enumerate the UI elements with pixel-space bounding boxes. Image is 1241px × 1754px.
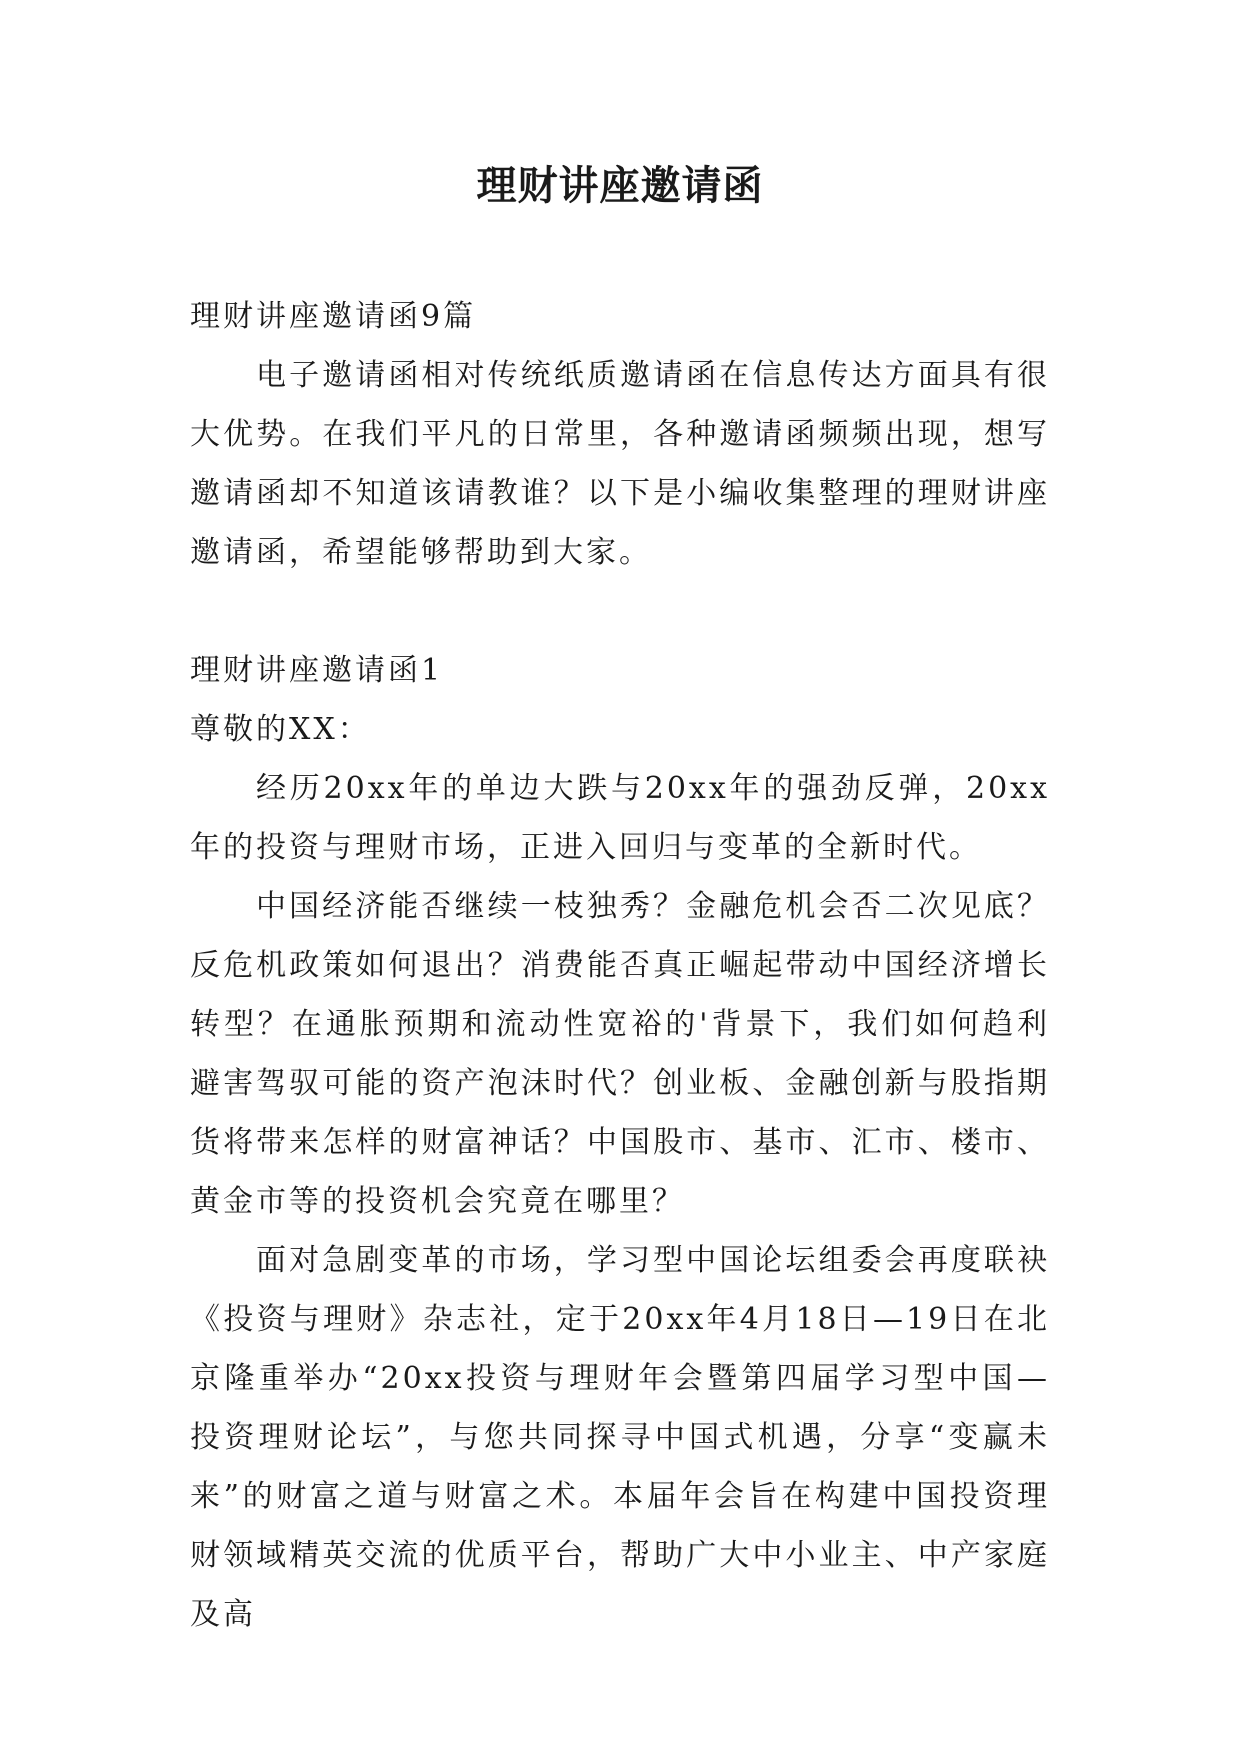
document-title: 理财讲座邀请函 <box>476 163 764 209</box>
body-paragraph: 经历20xx年的单边大跌与20xx年的强劲反弹，20xx年的投资与理财市场，正进入回归与变革的全新时代。 <box>190 771 1050 865</box>
spacer <box>190 582 1050 641</box>
document-page <box>190 150 1050 1644</box>
section-heading: 理财讲座邀请函1 <box>190 653 444 688</box>
body-paragraph: 中国经济能否继续一枝独秀？金融危机会否二次见底？反危机政策如何退出？消费能否真正崛起带动中国经济增长转型？在通胀预期和流动性宽裕的'背景下，我们如何趋利避害驾驭可能的资产泡沫时代？创业板、金融创新与股指期货将带来怎样的财富神话？中国股市、基市、汇市、楼市、黄金市等的投资机会究竟在哪里？ <box>190 889 1050 1219</box>
document-subtitle: 理财讲座邀请函9篇 <box>190 299 477 334</box>
body-paragraph: 面对急剧变革的市场，学习型中国论坛组委会再度联袂《投资与理财》杂志社，定于20xx年4月18日—19日在北京隆重举办“20xx投资与理财年会暨第四届学习型中国—投资理财论坛”，与您共同探寻中国式机遇，分享“变赢未来”的财富之道与财富之术。本届年会旨在构建中国投资理财领域精英交流的优质平台，帮助广大中小业主、中产家庭及高 <box>190 1243 1050 1632</box>
intro-paragraph: 电子邀请函相对传统纸质邀请函在信息传达方面具有很大优势。在我们平凡的日常里，各种邀请函频频出现，想写邀请函却不知道该请教谁？以下是小编收集整理的理财讲座邀请函，希望能够帮助到大家。 <box>190 358 1050 570</box>
salutation: 尊敬的XX： <box>190 712 371 747</box>
